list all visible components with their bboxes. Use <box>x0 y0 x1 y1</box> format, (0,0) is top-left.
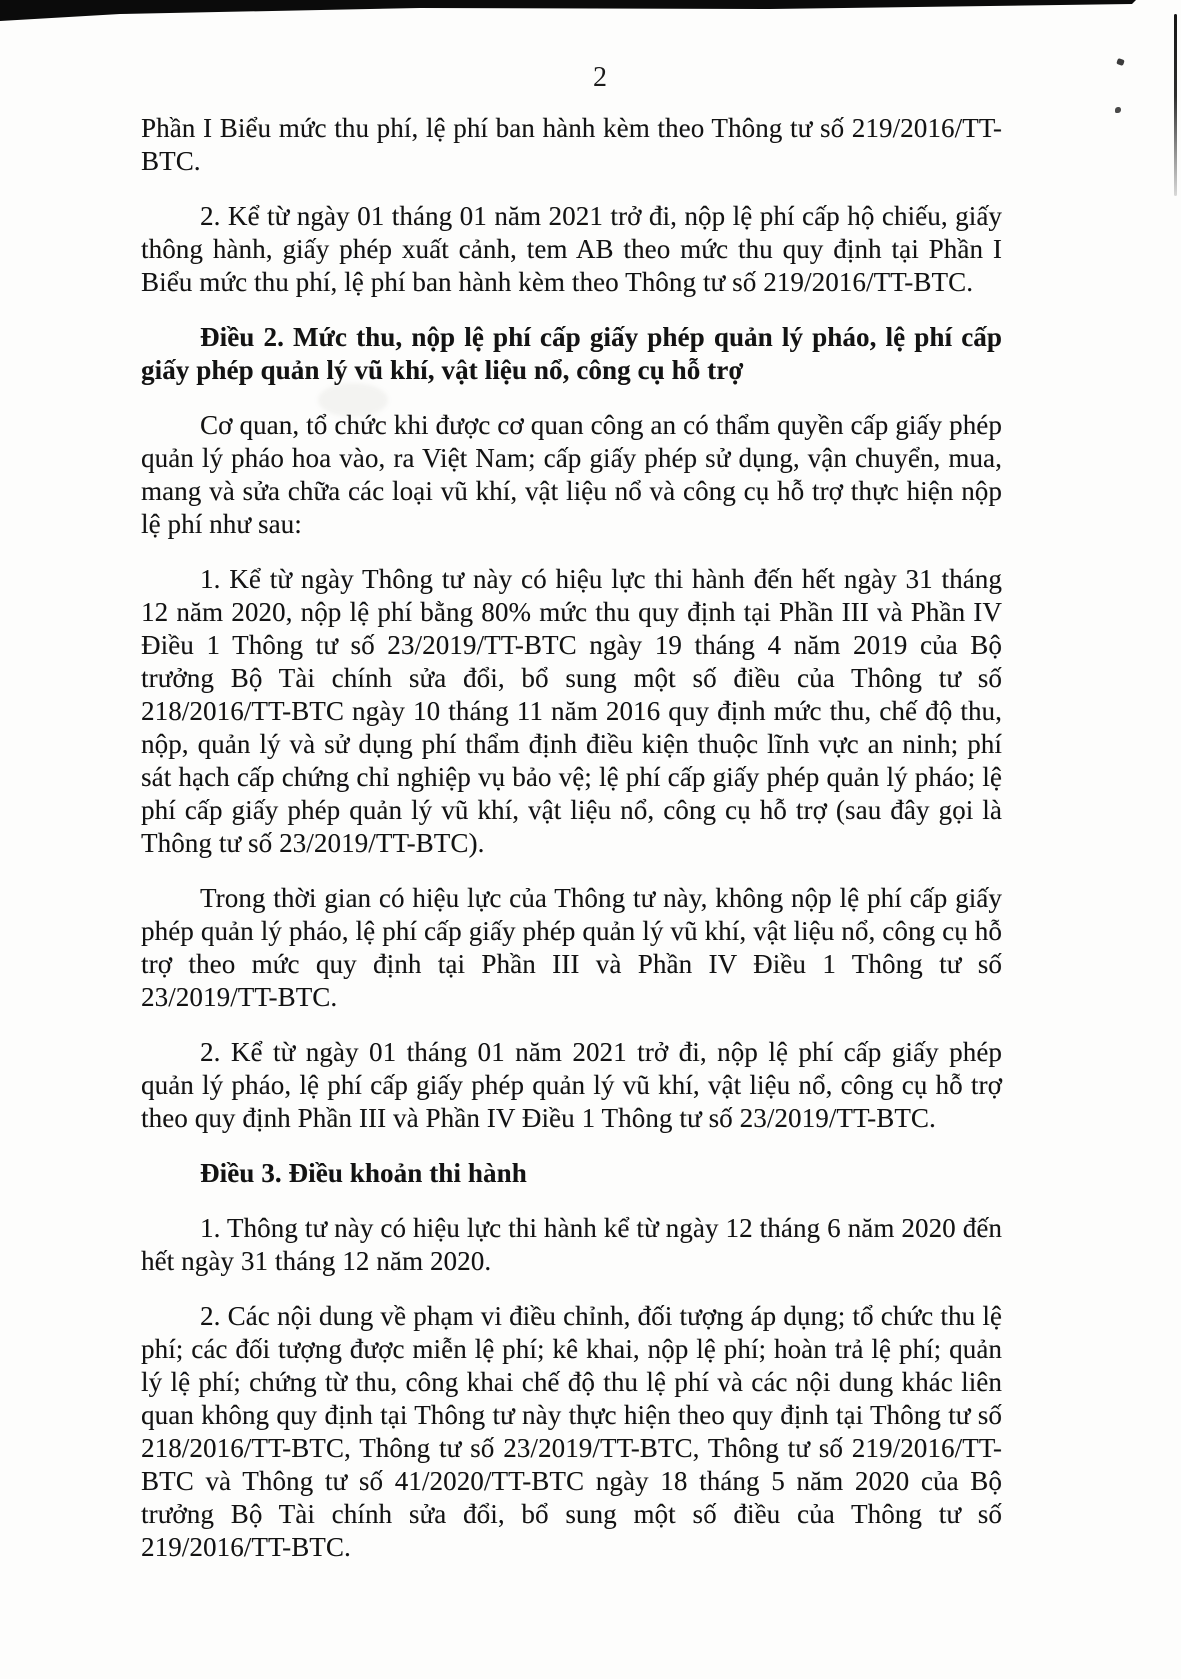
paragraph: 2. Kể từ ngày 01 tháng 01 năm 2021 trở đi, nộp lệ phí cấp hộ chiếu, giấy thông hành, giấy phép xuất cảnh, tem AB theo mức thu quy định tại Phần I Biểu mức thu phí, lệ phí ban hành kèm theo Thông tư số 219/2016/TT-BTC. <box>141 201 1002 297</box>
article-2-heading: Điều 2. Mức thu, nộp lệ phí cấp giấy phép quản lý pháo, lệ phí cấp giấy phép quản lý vũ khí, vật liệu nổ, công cụ hỗ trợ <box>141 322 1002 385</box>
paragraph: Cơ quan, tổ chức khi được cơ quan công an có thẩm quyền cấp giấy phép quản lý pháo hoa vào, ra Việt Nam; cấp giấy phép sử dụng, vận chuyển, mua, mang và sửa chữa các loại vũ khí, vật liệu nổ và công cụ hỗ trợ thực hiện nộp lệ phí như sau: <box>141 410 1002 539</box>
paragraph: 2. Kể từ ngày 01 tháng 01 năm 2021 trở đi, nộp lệ phí cấp giấy phép quản lý pháo, lệ phí cấp giấy phép quản lý vũ khí, vật liệu nổ, công cụ hỗ trợ theo quy định Phần III và Phần IV Điều 1 Thông tư số 23/2019/TT-BTC. <box>141 1037 1002 1133</box>
scan-speck-icon <box>1116 58 1125 66</box>
scan-artifact-top-edge <box>0 0 1181 26</box>
paragraph: 2. Các nội dung về phạm vi điều chỉnh, đối tượng áp dụng; tổ chức thu lệ phí; các đối tượng được miễn lệ phí; kê khai, nộp lệ phí; hoàn trả lệ phí; quản lý lệ phí; chứng từ thu, công khai chế độ thu lệ phí và các nội dung khác liên quan không quy định tại Thông tư này thực hiện theo quy định tại Thông tư số 218/2016/TT-BTC, Thông tư số 23/2019/TT-BTC, Thông tư số 219/2016/TT-BTC và Thông tư số 41/2020/TT-BTC ngày 18 tháng 5 năm 2020 của Bộ trưởng Bộ Tài chính sửa đổi, bổ sung một số điều của Thông tư số 219/2016/TT-BTC. <box>141 1301 1002 1562</box>
page-number: 2 <box>593 62 607 93</box>
paragraph: 1. Thông tư này có hiệu lực thi hành kể từ ngày 12 tháng 6 năm 2020 đến hết ngày 31 tháng 12 năm 2020. <box>141 1213 1002 1276</box>
scan-speck-icon <box>1115 107 1121 113</box>
paragraph: Trong thời gian có hiệu lực của Thông tư này, không nộp lệ phí cấp giấy phép quản lý pháo, lệ phí cấp giấy phép quản lý vũ khí, vật liệu nổ, công cụ hỗ trợ theo mức quy định tại Phần III và Phần IV Điều 1 Thông tư số 23/2019/TT-BTC. <box>141 883 1002 1012</box>
paragraph: 1. Kể từ ngày Thông tư này có hiệu lực thi hành đến hết ngày 31 tháng 12 năm 2020, nộp lệ phí bằng 80% mức thu quy định tại Phần III và Phần IV Điều 1 Thông tư số 23/2019/TT-BTC ngày 19 tháng 4 năm 2019 của Bộ trưởng Bộ Tài chính sửa đổi, bổ sung một số điều của Thông tư số 218/2016/TT-BTC ngày 10 tháng 11 năm 2016 quy định mức thu, chế độ thu, nộp, quản lý và sử dụng phí thẩm định điều kiện thuộc lĩnh vực an ninh; phí sát hạch cấp chứng chỉ nghiệp vụ bảo vệ; lệ phí cấp giấy phép quản lý pháo; lệ phí cấp giấy phép quản lý vũ khí, vật liệu nổ, công cụ hỗ trợ (sau đây gọi là Thông tư số 23/2019/TT-BTC). <box>141 564 1002 858</box>
paragraph-continuation: Phần I Biểu mức thu phí, lệ phí ban hành kèm theo Thông tư số 219/2016/TT-BTC. <box>141 113 1002 176</box>
scan-artifact-right-edge <box>1174 14 1177 196</box>
article-3-heading: Điều 3. Điều khoản thi hành <box>200 1158 527 1188</box>
document-body <box>141 112 1002 1586</box>
